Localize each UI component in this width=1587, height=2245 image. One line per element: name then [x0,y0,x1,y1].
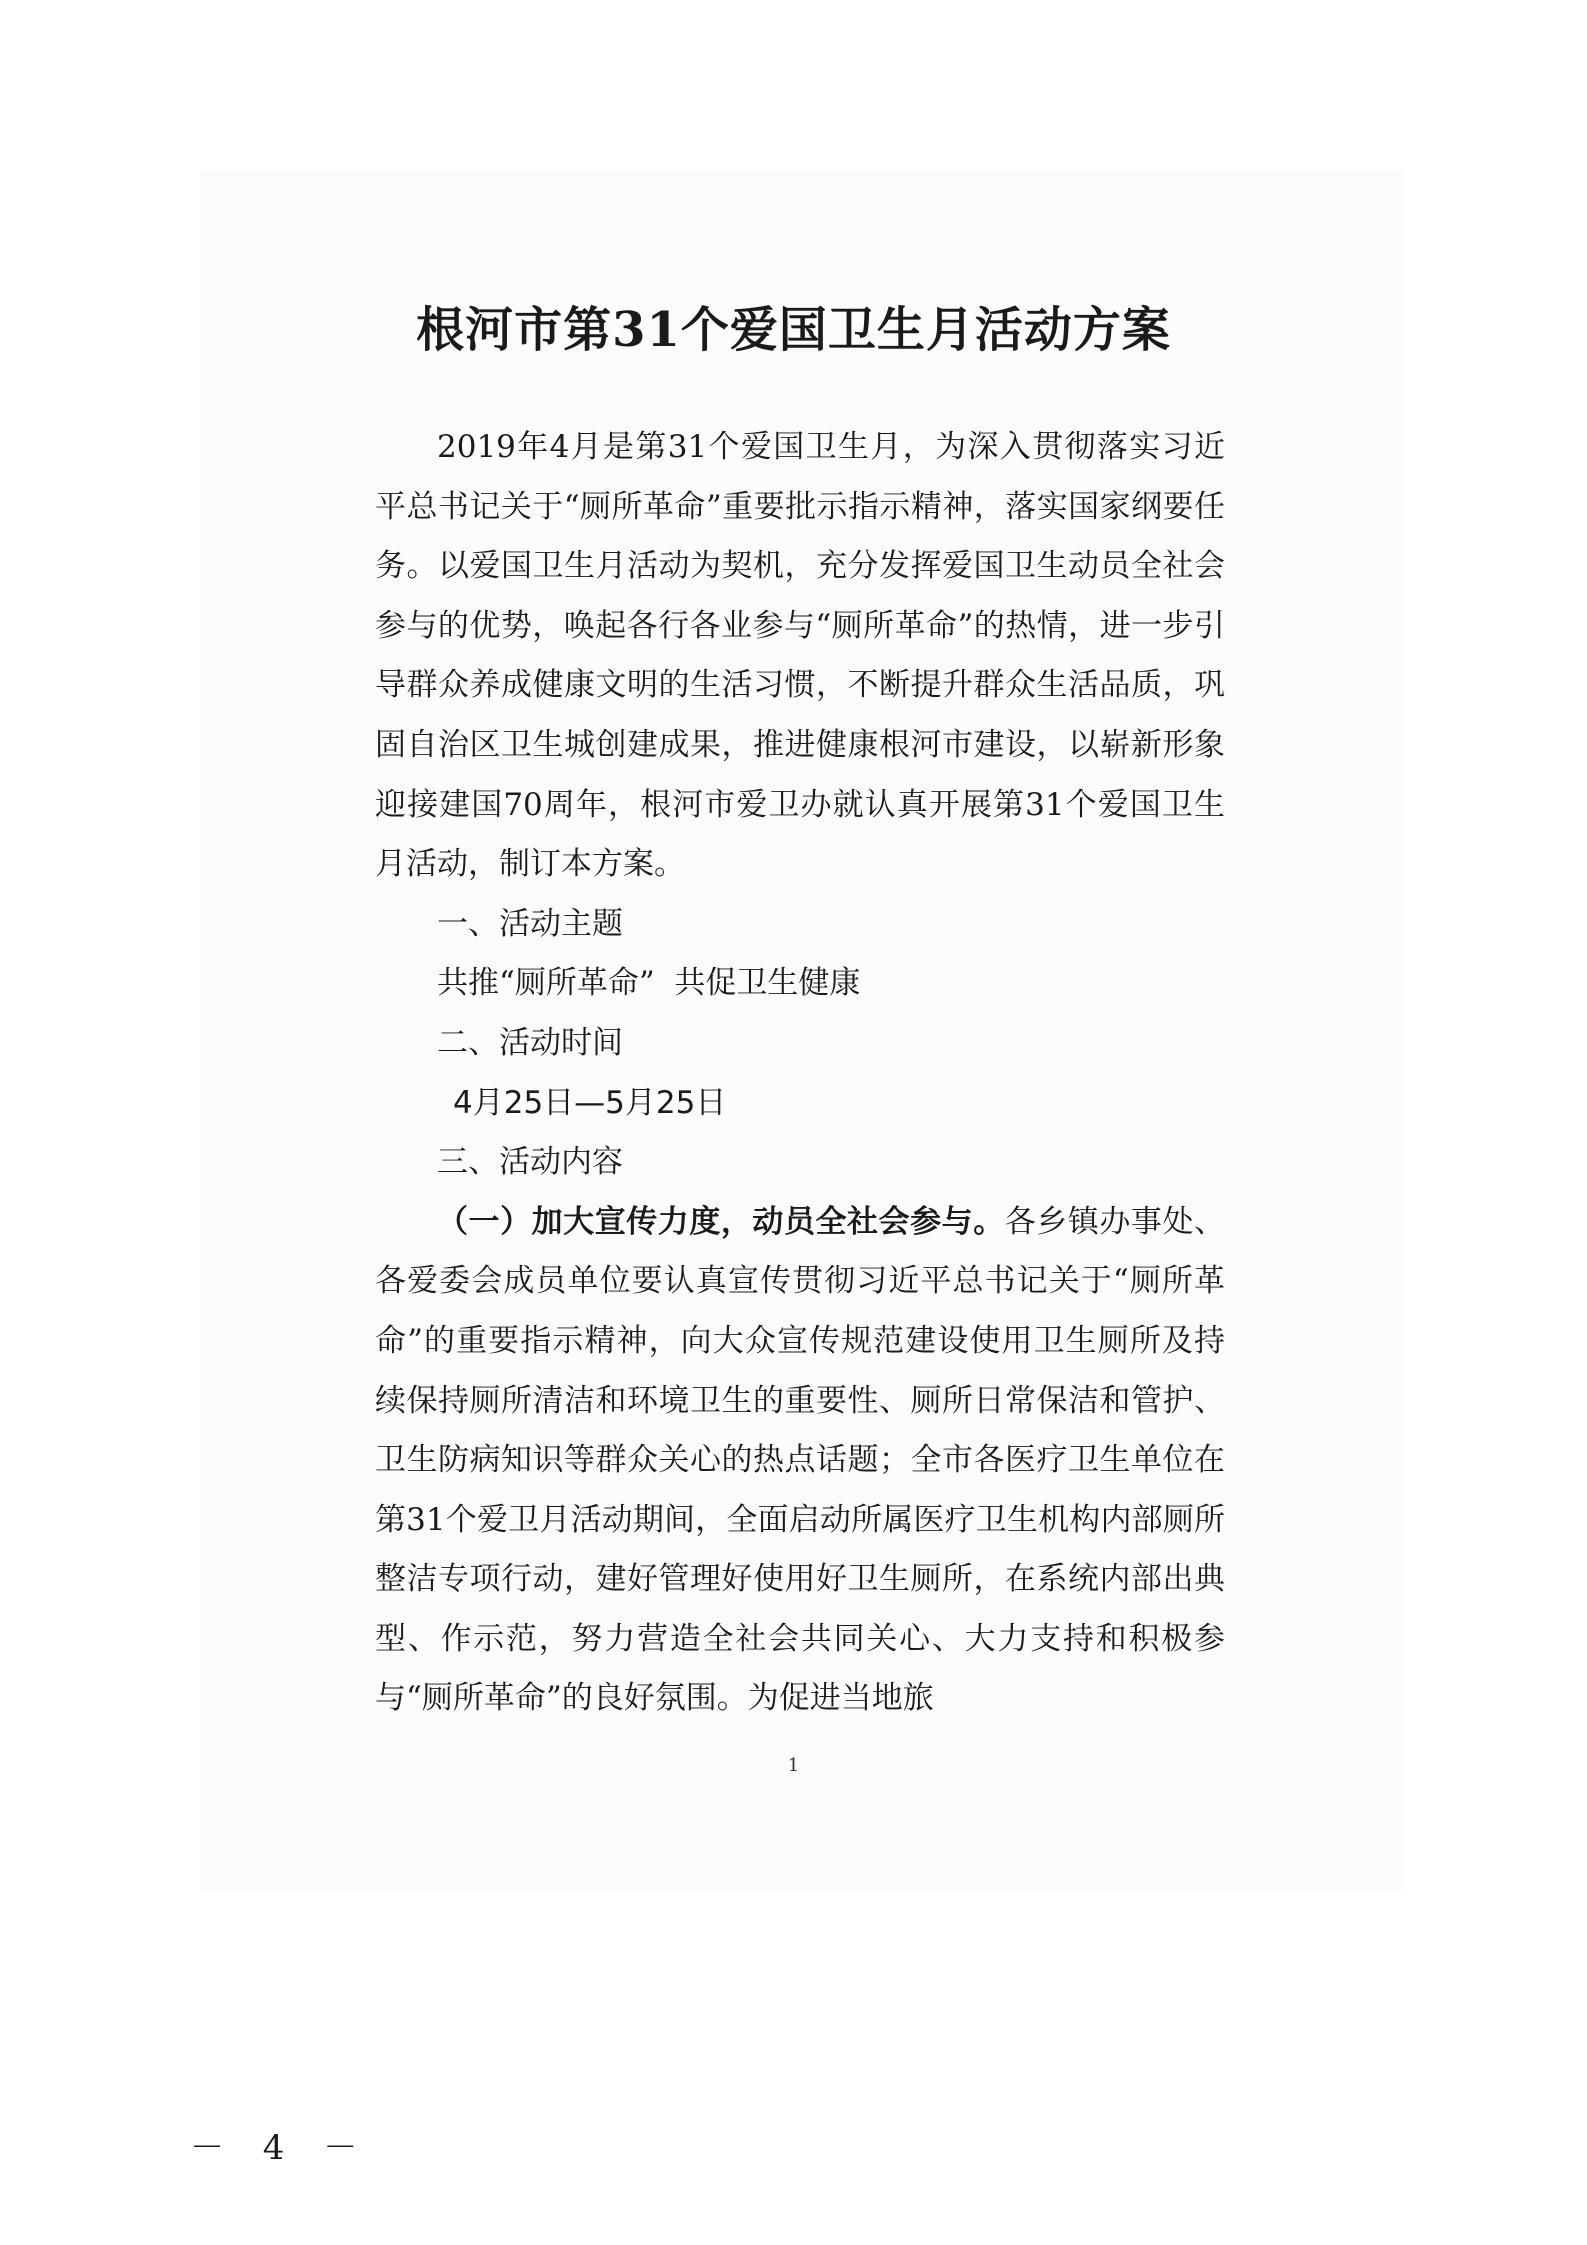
intro-paragraph: 2019年4月是第31个爱国卫生月，为深入贯彻落实习近平总书记关于“厕所革命”重要批示指示精神，落实国家纲要任务。以爱国卫生月活动为契机，充分发挥爱国卫生动员全社会参与的优势，唤起各行各业参与“厕所革命”的热情，进一步引导群众养成健康文明的生活习惯，不断提升群众生活品质，巩固自治区卫生城创建成果，推进健康根河市建设，以崭新形象迎接建国70周年，根河市爱卫办就认真开展第31个爱国卫生月活动，制订本方案。 [375,429,1225,883]
document-title: 根河市第31个爱国卫生月活动方案 [416,302,1171,358]
subsection-1-heading: （一）加大宣传力度，动员全社会参与。 [437,1203,1005,1240]
section-3-heading: 三、活动内容 [437,1144,623,1181]
section-2-text: 4月25日—5月25日 [453,1084,727,1121]
document-body [375,418,1225,1729]
subsection-1-text: 各乡镇办事处、各爱委会成员单位要认真宣传贯彻习近平总书记关于“厕所革命”的重要指示精神，向大众宣传规范建设使用卫生厕所及持续保持厕所清洁和环境卫生的重要性、厕所日常保洁和管护、卫生防病知识等群众关心的热点话题；全市各医疗卫生单位在第31个爱卫月活动期间，全面启动所属医疗卫生机构内部厕所整洁专项行动，建好管理好使用好卫生厕所，在系统内部出典型、作示范，努力营造全社会共同关心、大力支持和积极参与“厕所革命”的良好氛围。为促进当地旅 [375,1203,1225,1717]
subsection-1-paragraph [375,1193,1225,1729]
section-1-text: 共推“厕所革命” 共促卫生健康 [437,965,861,1002]
section-2-heading: 二、活动时间 [437,1024,623,1061]
section-1-heading: 一、活动主题 [437,905,623,942]
inner-page-mark: 1 [787,1755,800,1776]
page-number: － 4 － [190,2128,372,2168]
